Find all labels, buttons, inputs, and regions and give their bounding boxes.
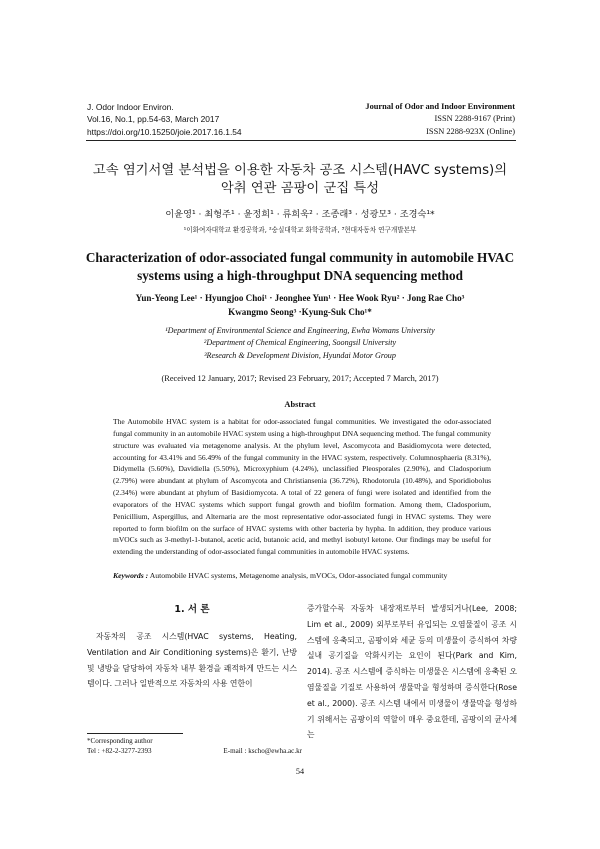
korean-affiliations: ¹이화여자대학교 환경공학과, ²숭실대학교 화학공학과, ³현대자동차 연구개발본부 <box>183 226 417 234</box>
keywords-list: Automobile HVAC systems, Metagenome analysis, mVOCs, Odor-associated fungal community <box>149 571 448 580</box>
received-dates: (Received 12 January, 2017; Revised 23 February, 2017; Accepted 7 March, 2017) <box>161 374 439 383</box>
journal-title: Journal of Odor and Indoor Environment <box>365 102 515 111</box>
section-heading: 1. 서 론 <box>174 604 210 615</box>
issn-print: ISSN 2288-9167 (Print) <box>434 114 515 124</box>
footnote <box>87 736 302 756</box>
body-right-column: 증가할수록 자동차 내장재로부터 발생되거나(Lee, 2008; Lim et al., 2009) 외부로부터 유입되는 오염물질이 공조 시스템에 응축되고, 곰팡이와 세균 등의 미생물이 증식하여 차량 실내 공기질을 악화시키는 요인이 된다(Park and Kim, 2014). 공조 시스템에 증식하는 미생물은 시스템에 응축된 오염물질을 기질로 사용하여 생물막을 형성하며 증식한다(Rose et al., 2000). 공조 시스템 내에서 미생물이 생물막을 형성하기 위해서는 곰팡이의 역할이 매우 중요한데, 곰팡이의 균사체는 <box>307 604 517 740</box>
english-authors-line1: Yun-Yeong Lee¹ · Hyungjoo Choi¹ · Jeonghee Yun¹ · Hee Wook Ryu² · Jong Rae Cho³ <box>135 293 465 303</box>
journal-abbrev: J. Odor Indoor Environ. <box>87 102 174 112</box>
english-authors <box>60 292 540 319</box>
corresponding-tel: Tel : +82-2-3277-2393 <box>87 747 152 755</box>
english-title-line2: systems using a high-throughput DNA sequencing method <box>137 267 463 283</box>
korean-authors: 이윤영¹ · 최형주¹ · 윤정희¹ · 류희욱² · 조종래³ · 성광모³ · 조경숙¹* <box>165 209 435 220</box>
page-number: 54 <box>295 767 305 776</box>
keywords <box>113 571 498 580</box>
affiliation-1: ¹Department of Environmental Science and Engineering, Ewha Womans University <box>165 326 435 335</box>
doi-link[interactable]: https://doi.org/10.15250/joie.2017.16.1.54 <box>87 126 242 137</box>
english-title-line1: Characterization of odor-associated fungal community in automobile HVAC <box>85 250 515 265</box>
journal-header-right <box>365 101 515 138</box>
footnote-divider <box>87 733 183 734</box>
korean-title <box>60 162 540 198</box>
corresponding-author-label: *Corresponding author <box>87 737 153 745</box>
abstract-text: The Automobile HVAC system is a habitat for odor-associated fungal communities. We investigated the odor-associated fungal community in an automobile HVAC system using a high-throughput DNA sequencing method. The fungal community structure was evaluated via metagenome analysis. At the phylum level, Ascomycota and Basidiomycota were detected, accounting for 43.41% and 56.49% of the fungal community in the HVAC system, respectively. Columnosphaeria (8.31%), Didymella (5.60%), Davidiella (5.50%), Microxyphium (4.24%), unclassified Pleosporales (2.90%), and Cladosporium (2.79%) were abundant at phylum of Ascomycota and Christiansenia (36.72%), Rhodotorula (10.48%), and Sporidiobolus (2.34%) were abundant at phylum of Basidiomycota. A total of 22 genera of fungi were isolated and identified from the evaporators of the HVAC systems which support fungal growth and biofilm formation. Among them, Cladosporium, Penicillium, Aspergillus, and Alternaria are the most representative odor-associated fungi in HVAC systems. They were reported to form biofilm on the surface of HVAC systems with other bacteria by hypha. In addition, they produce various mVOCs such as 3-methyl-1-butanol, acetic acid, butanoic acid, and methyl isobutyl ketone. Our findings may be useful for extending the understanding of odor-associated fungal communities in automobile HVAC systems. <box>113 417 491 557</box>
affiliation-3: ³Research & Development Division, Hyundai Motor Group <box>204 350 396 360</box>
korean-title-line2: 악취 연관 곰팡이 군집 특성 <box>220 181 380 196</box>
header-divider <box>86 140 516 141</box>
keywords-label: Keywords : <box>113 571 149 580</box>
english-title <box>60 249 540 284</box>
volume-info: Vol.16, No.1, pp.54-63, March 2017 <box>87 114 220 125</box>
korean-title-line1: 고속 염기서열 분석법을 이용한 자동차 공조 시스템(HAVC systems)의 <box>92 163 508 178</box>
english-authors-line2: Kwangmo Seong³ ·Kyung-Suk Cho¹* <box>228 306 372 317</box>
body-left-column: 자동차의 공조 시스템(HVAC systems, Heating, Ventilation and Air Conditioning systems)은 환기, 난방 및 냉방을 담당하여 자동차 내부 환경을 쾌적하게 만드는 시스템이다. 그러나 일반적으로 자동차의 사용 연한이 <box>87 632 297 689</box>
affiliation-2: ²Department of Chemical Engineering, Soongsil University <box>203 338 397 348</box>
corresponding-email[interactable]: E-mail : kscho@ewha.ac.kr <box>223 747 302 755</box>
abstract-heading: Abstract <box>284 400 316 409</box>
english-affiliations <box>60 325 540 362</box>
issn-online: ISSN 2288-923X (Online) <box>426 126 515 136</box>
journal-header-left <box>87 101 242 138</box>
